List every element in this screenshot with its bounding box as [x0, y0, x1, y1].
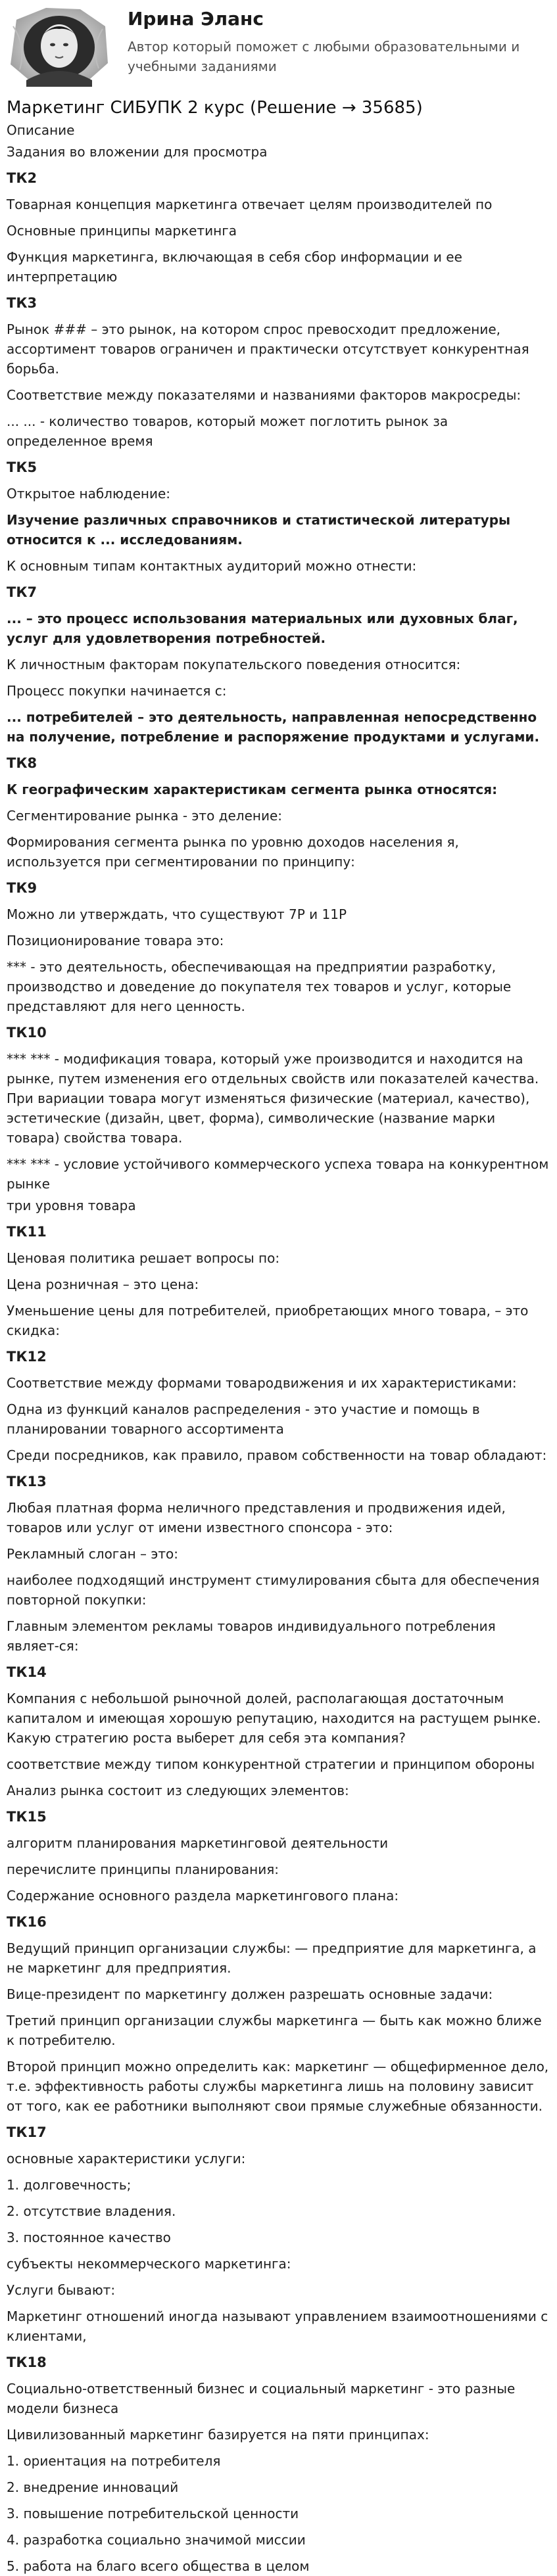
question-text: Основные принципы маркетинга [7, 223, 237, 239]
section-label: ТК3 [7, 295, 37, 311]
author-info [128, 7, 522, 76]
question-text: Ценовая политика решает вопросы по: [7, 1250, 280, 1266]
question-text: Рекламный слоган – это: [7, 1546, 178, 1562]
section-label: ТК9 [7, 880, 37, 896]
question-text: Можно ли утверждать, что существуют 7P и 11P [7, 906, 347, 922]
document-title-link[interactable]: Маркетинг СИБУПК 2 курс (Решение → 35685) [7, 98, 423, 118]
question-text: Цена розничная – это цена: [7, 1276, 199, 1292]
question-text: 5. работа на благо всего общества в целом [7, 2558, 310, 2574]
section-label: ТК7 [7, 584, 37, 600]
question-text: 1. ориентация на потребителя [7, 2453, 221, 2469]
question-text-bold: К географическим характеристикам сегмента рынка относятся: [7, 782, 498, 797]
question-text: Одна из функций каналов распределения - это участие и помощь в планировании товарного ассортимента [7, 1401, 480, 1437]
question-text: 2. внедрение инноваций [7, 2479, 179, 2495]
question-text: Главным элементом рекламы товаров индивидуального потребления являет-ся: [7, 1618, 496, 1654]
question-text: *** *** - условие устойчивого коммерческого успеха товара на конкурентном рынке [7, 1156, 549, 1192]
question-text: Анализ рынка состоит из следующих элементов: [7, 1783, 349, 1798]
question-text: Любая платная форма неличного представления и продвижения идей, товаров или услуг от имени известного спонсора - это: [7, 1500, 506, 1535]
question-text: Вице-президент по маркетингу должен разрешать основные задачи: [7, 1986, 493, 2002]
section-label: ТК8 [7, 755, 37, 771]
question-text: К личностным факторам покупательского поведения относится: [7, 657, 461, 672]
document-content [0, 98, 557, 2576]
section-label: ТК13 [7, 1474, 47, 1489]
author-name[interactable]: Ирина Эланс [128, 8, 264, 30]
avatar[interactable] [7, 7, 110, 87]
question-text: *** *** - модификация товара, который уже производится и находится на рынке, путем изменения его отдельных свойств или показателей качества. При вариации товара могут изменяться физические (материал, качество), эстетические (дизайн, цвет, форма), символические (название марки товара) свойства товара. [7, 1051, 539, 1146]
question-text: Ведущий принцип организации службы: — предприятие для маркетинга, а не маркетинг для предприятия. [7, 1940, 537, 1976]
question-text: Второй принцип можно определить как: маркетинг — общефирменное дело, т.е. эффективность работы службы маркетинга лишь на половину зависит от того, как ее работники выполняют свои прямые служебные обязанности. [7, 2059, 549, 2114]
question-text: 1. долговечность; [7, 2177, 132, 2193]
question-text: Процесс покупки начинается с: [7, 683, 227, 699]
section-label: ТК2 [7, 170, 37, 186]
section-label: ТК15 [7, 1809, 47, 1825]
question-text: Социально-ответственный бизнес и социальный маркетинг - это разные модели бизнеса [7, 2381, 516, 2416]
page-title [7, 98, 550, 118]
question-text: наиболее подходящий инструмент стимулирования сбыта для обеспечения повторной покупки: [7, 1572, 540, 1608]
question-text: Соответствие между показателями и названиями факторов макросреды: [7, 387, 521, 403]
question-text: алгоритм планирования маркетинговой деятельности [7, 1835, 389, 1851]
question-text: Формирования сегмента рынка по уровню доходов населения я, используется при сегментировании по принципу: [7, 834, 459, 870]
author-tagline: Автор который поможет с любыми образовательными и учебными заданиями [128, 39, 520, 74]
question-text: три уровня товара [7, 1198, 136, 1213]
section-label: ТК5 [7, 459, 37, 475]
section-label: ТК17 [7, 2124, 47, 2140]
question-text-bold: ... – это процесс использования материальных или духовных благ, услуг для удовлетворения потребностей. [7, 611, 518, 646]
question-text: Функция маркетинга, включающая в себя сбор информации и ее интерпретацию [7, 249, 462, 285]
question-text: Сегментирование рынка - это деление: [7, 808, 282, 824]
question-text: Компания с небольшой рыночной долей, располагающая достаточным капиталом и имеющая хорошую репутацию, находится на растущем рынке. Какую стратегию роста выберет для себя эта компания? [7, 1691, 541, 1746]
question-text: ... ... - количество товаров, который может поглотить рынок за определенное время [7, 413, 448, 449]
question-text: соответствие между типом конкурентной стратегии и принципом обороны [7, 1756, 535, 1772]
question-text: Соответствие между формами товародвижения и их характеристиками: [7, 1375, 517, 1391]
section-label: ТК16 [7, 1914, 47, 1930]
question-text: Рынок ### – это рынок, на котором спрос превосходит предложение, ассортимент товаров ограничен и практически отсутствует конкурентная борьба. [7, 321, 529, 377]
question-text: Услуги бывают: [7, 2282, 116, 2298]
question-text: 3. постоянное качество [7, 2230, 171, 2245]
question-text: Открытое наблюдение: [7, 486, 171, 502]
section-label: ТК18 [7, 2354, 47, 2370]
author-profile [0, 0, 557, 89]
question-text: перечислите принципы планирования: [7, 1862, 279, 1877]
question-text: Цивилизованный маркетинг базируется на пяти принципах: [7, 2427, 429, 2443]
section-label: ТК11 [7, 1224, 47, 1240]
section-label: ТК14 [7, 1664, 47, 1680]
avatar-portrait-icon [7, 7, 110, 87]
question-text: Содержание основного раздела маркетингового плана: [7, 1888, 399, 1904]
section-label: ТК12 [7, 1349, 47, 1365]
question-text: *** - это деятельность, обеспечивающая на предприятии разработку, производство и доведение до покупателя тех товаров и услуг, которые представляют для него ценность. [7, 959, 512, 1014]
question-text: Уменьшение цены для потребителей, приобретающих много товара, – это скидка: [7, 1303, 529, 1338]
section-label: ТК10 [7, 1025, 47, 1041]
description-label: Описание [7, 122, 75, 138]
question-text: Среди посредников, как правило, правом собственности на товар обладают: [7, 1447, 547, 1463]
description-text: Задания во вложении для просмотра [7, 144, 268, 160]
task-list [7, 168, 550, 2576]
question-text: Маркетинг отношений иногда называют управлением взаимоотношениями с клиентами, [7, 2308, 548, 2344]
question-text: Позиционирование товара это: [7, 933, 224, 948]
question-text-bold: Изучение различных справочников и статистической литературы относится к ... исследованиям. [7, 512, 511, 548]
question-text-bold: ... потребителей – это деятельность, направленная непосредственно на получение, потребление и распоряжение продуктами и услугами. [7, 709, 540, 745]
question-text: субъекты некоммерческого маркетинга: [7, 2256, 291, 2272]
question-text: 3. повышение потребительской ценности [7, 2506, 299, 2521]
question-text: Товарная концепция маркетинга отвечает целям производителей по [7, 197, 493, 212]
question-text: К основным типам контактных аудиторий можно отнести: [7, 558, 417, 574]
question-text: основные характеристики услуги: [7, 2151, 246, 2166]
question-text: 2. отсутствие владения. [7, 2203, 176, 2219]
question-text: 4. разработка социально значимой миссии [7, 2532, 306, 2548]
question-text: Третий принцип организации службы маркетинга — быть как можно ближе к потребителю. [7, 2013, 542, 2048]
